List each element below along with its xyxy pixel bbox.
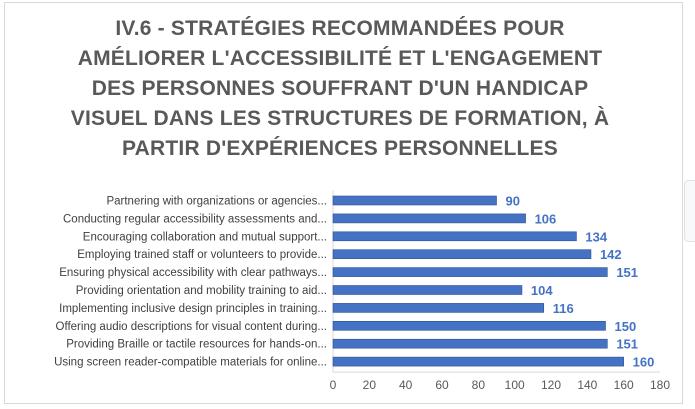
bar	[333, 339, 607, 348]
x-tick-label: 0	[329, 378, 337, 393]
x-tick-label: 20	[362, 378, 377, 393]
x-tick-label: 140	[577, 378, 598, 393]
data-label: 90	[505, 193, 520, 209]
data-label: 134	[585, 229, 608, 245]
category-label: Providing orientation and mobility training to aid...	[75, 285, 327, 297]
bar	[333, 250, 591, 259]
x-tick-label: 120	[540, 378, 562, 393]
data-label: 116	[552, 300, 574, 316]
data-label: 151	[616, 336, 639, 352]
bar	[333, 286, 522, 295]
x-tick-label: 180	[649, 378, 671, 393]
category-label: Partnering with organizations or agencies...	[106, 195, 327, 208]
x-tick-label: 100	[504, 378, 525, 393]
bar	[333, 214, 526, 223]
category-label: Encouraging collaboration and mutual support...	[82, 231, 327, 244]
category-label: Implementing inclusive design principles in training...	[59, 302, 327, 315]
chart-title-line-1: IV.6 - STRATÉGIES RECOMMANDÉES POUR	[115, 17, 565, 40]
category-label: Employing trained staff or volunteers to provide...	[77, 249, 327, 262]
bar	[333, 321, 606, 330]
chart-title-line-5: PARTIR D'EXPÉRIENCES PERSONNELLES	[122, 137, 558, 160]
category-label: Conducting regular accessibility assessments and...	[63, 213, 327, 226]
bar	[333, 232, 576, 241]
bar	[333, 268, 607, 277]
data-label: 150	[614, 318, 637, 334]
x-tick-label: 40	[398, 378, 413, 393]
x-tick-label: 160	[613, 378, 634, 393]
category-label: Using screen reader-compatible materials for online...	[54, 356, 327, 369]
x-tick-label: 60	[435, 378, 449, 393]
data-label: 106	[534, 211, 557, 227]
data-label: 160	[632, 354, 655, 370]
category-label: Ensuring physical accessibility with clear pathways...	[59, 267, 327, 280]
data-label: 142	[599, 247, 622, 263]
bar	[333, 357, 624, 366]
bar	[333, 196, 497, 205]
data-label: 151	[616, 265, 639, 281]
chart-title-line-4: VISUEL DANS LES STRUCTURES DE FORMATION, À	[70, 107, 610, 130]
bar	[333, 303, 544, 312]
x-tick-label: 80	[471, 378, 486, 393]
data-label: 104	[530, 283, 553, 298]
category-label: Providing Braille or tactile resources for hands-on...	[66, 338, 327, 351]
category-label: Offering audio descriptions for visual content during...	[55, 320, 327, 333]
chart-title-line-2: AMÉLIORER L'ACCESSIBILITÉ ET L'ENGAGEMENT	[77, 47, 603, 70]
chart-title-line-3: DES PERSONNES SOUFFRANT D'UN HANDICAP	[91, 77, 589, 100]
